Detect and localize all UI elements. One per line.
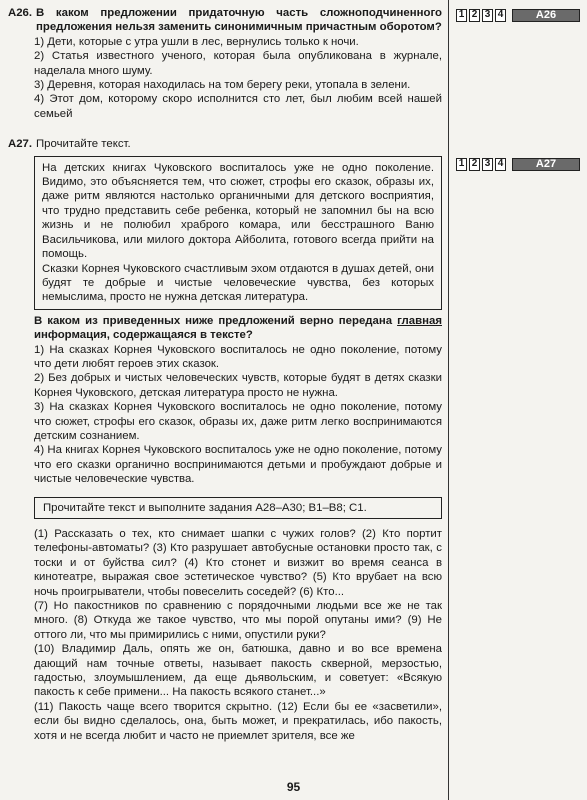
text-paragraph: (7) Но пакостников по сравнению с порядочными людьми все же не так много. (8) Откуда же такое чувство, что мы порой опутаны ими? (9) Не оттого ли, что мы примирились с ними, опустили руки? <box>34 600 442 641</box>
option-2: 2) Без добрых и чистых человеческих чувств, которые будят в детях сказки Корнея Чуковского, детская литература просто не нужна. <box>34 372 442 399</box>
reading-text <box>34 527 442 743</box>
question-number: А26. <box>8 7 33 19</box>
question-text-part: В каком из приведенных ниже предложений верно передана <box>34 314 398 327</box>
options-a27 <box>34 343 442 487</box>
passage-paragraph: На детских книгах Чуковского воспиталось уже не одно поколение. Видимо, это объясняется тем, что сюжет, строфы его сказок, образы их, даже ритм являются настолько органичными для детского восприятия, что трудно представить себе ребенка, который не запомнил бы на всю жизнь и не полюбил храброго комара, или бесстрашного Ваню Васильчикова, или милого доктора Айболита, готового всегда прийти на помощь. <box>42 161 434 261</box>
answer-cell-1[interactable]: 1 <box>456 9 467 22</box>
option-1: 1) Дети, которые с утра ушли в лес, вернулись только к ночи. <box>34 35 359 48</box>
answer-cell-2[interactable]: 2 <box>469 9 480 22</box>
answer-grid-label: А27 <box>512 158 580 171</box>
reading-passage-box <box>34 156 442 310</box>
question-text: В каком предложении придаточную часть сложноподчиненного предложения нельзя заменить синонимичным причастным оборотом? <box>36 7 442 34</box>
margin-divider <box>448 0 449 800</box>
option-4: 4) Этот дом, которому скоро исполнится сто лет, был любим всей нашей семьей <box>34 93 442 120</box>
answer-cell-3[interactable]: 3 <box>482 9 493 22</box>
option-3: 3) На сказках Корнея Чуковского воспиталось не одно поколение, потому что сюжет, строфы его сказок, образы их, даже ритм легко воспринимаются детским сознанием. <box>34 401 442 442</box>
question-intro: Прочитайте текст. <box>36 138 131 151</box>
text-paragraph: (1) Рассказать о тех, кто снимает шапки с чужих голов? (2) Кто портит телефоны-автоматы? (3) Кто разрушает автобусные остановки просто так, с тоски и от буйства сил? (4) Кто стонет и визжит во время сеанса в кинотеатре, выражая свое эстетическое чувство? (5) Кто врубает на всю ночь проигрыватели, чтобы повеселить соседей? (6) Кто... <box>34 528 442 598</box>
question-a27 <box>8 137 442 151</box>
option-3: 3) Деревня, которая находилась на том берегу реки, утопала в зелени. <box>34 79 411 92</box>
instruction-box: Прочитайте текст и выполните задания А28–А30; В1–В8; С1. <box>34 497 442 519</box>
answer-cell-2[interactable]: 2 <box>469 158 480 171</box>
answer-grid-label: А26 <box>512 9 580 22</box>
question-text-part: информация, содержащаяся в тексте? <box>34 329 253 342</box>
answer-cell-1[interactable]: 1 <box>456 158 467 171</box>
answer-cell-4[interactable]: 4 <box>495 9 506 22</box>
question-keyword: главная <box>397 314 442 327</box>
text-paragraph: (11) Пакость чаще всего творится скрытно. (12) Если бы ее «засветили», если бы видно сделалось, она, быть может, и прекратилась, ибо пакость, хотя и не всегда любит и часто не приемлет зрителя, все же <box>34 700 442 742</box>
passage-paragraph: Сказки Корнея Чуковского счастливым эхом отдаются в душах детей, они будят те добрые и чистые человеческие чувства, без которых немыслима, просто не нужна детская литература. <box>42 262 434 304</box>
question-a26 <box>8 6 442 35</box>
answer-grid-a27[interactable] <box>456 156 580 172</box>
answer-grid-a26[interactable] <box>456 7 580 23</box>
option-1: 1) На сказках Корнея Чуковского воспиталось не одно поколение, потому что дети любят героев этих сказок. <box>34 343 442 370</box>
text-paragraph: (10) Владимир Даль, опять же он, батюшка, давно и во все времена дающий нам точные ответы, называет пакость скверной, мерзостью, гадостью, злоумышлением, да еще дьявольским, и советует: «Всякую пакость к себе примени... На пакость всякого станет...» <box>34 643 442 699</box>
option-4: 4) На книгах Корнея Чуковского воспиталось уже не одно поколение, потому что его сказки органично воспринимаются детьми и пробуждают добрые и чистые человеческие чувства. <box>34 444 442 486</box>
options-a26 <box>34 35 442 121</box>
question-text <box>34 314 442 343</box>
option-2: 2) Статья известного ученого, которая была опубликована в журнале, наделала много шуму. <box>34 50 442 77</box>
question-number: А27. <box>8 138 33 151</box>
page-number: 95 <box>286 780 301 794</box>
question-a27-prompt <box>34 314 442 343</box>
answer-cell-3[interactable]: 3 <box>482 158 493 171</box>
main-column <box>8 6 442 743</box>
answer-cell-4[interactable]: 4 <box>495 158 506 171</box>
